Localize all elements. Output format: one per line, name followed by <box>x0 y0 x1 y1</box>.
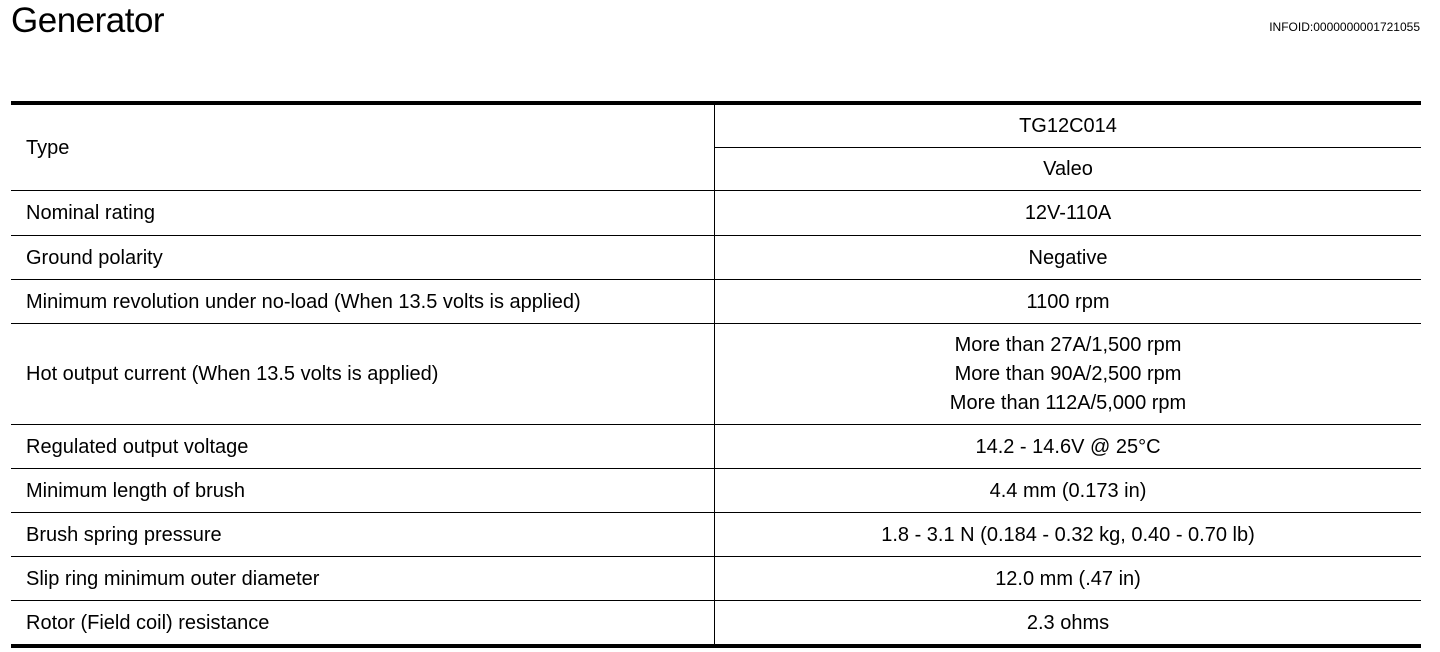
type-value-maker: Valeo <box>715 148 1422 191</box>
row-label: Slip ring minimum outer diameter <box>11 557 715 601</box>
row-label: Regulated output voltage <box>11 425 715 469</box>
table-row <box>11 236 1421 280</box>
row-value-multiline <box>715 324 1422 425</box>
row-value: 2.3 ohms <box>715 601 1422 647</box>
type-value-model: TG12C014 <box>715 103 1422 148</box>
table-row <box>11 191 1421 236</box>
info-id: INFOID:0000000001721055 <box>1269 20 1420 34</box>
table-row <box>11 425 1421 469</box>
row-label-type: Type <box>11 103 715 191</box>
generator-spec-table <box>11 101 1421 648</box>
table-row <box>11 469 1421 513</box>
row-label: Ground polarity <box>11 236 715 280</box>
row-value: 1.8 - 3.1 N (0.184 - 0.32 kg, 0.40 - 0.70 lb) <box>715 513 1422 557</box>
row-value: 14.2 - 14.6V @ 25°C <box>715 425 1422 469</box>
table-row <box>11 601 1421 647</box>
row-value-line: More than 90A/2,500 rpm <box>954 362 1182 385</box>
table-row <box>11 280 1421 324</box>
row-label: Rotor (Field coil) resistance <box>11 601 715 647</box>
row-label: Brush spring pressure <box>11 513 715 557</box>
row-value: Negative <box>715 236 1422 280</box>
row-label: Nominal rating <box>11 191 715 236</box>
row-value-line: More than 112A/5,000 rpm <box>949 391 1187 414</box>
table-row <box>11 557 1421 601</box>
table-row <box>11 103 1421 148</box>
row-label: Minimum length of brush <box>11 469 715 513</box>
row-value: 4.4 mm (0.173 in) <box>715 469 1422 513</box>
table-row <box>11 513 1421 557</box>
row-value-line: More than 27A/1,500 rpm <box>954 333 1182 356</box>
page-title: Generator <box>11 1 165 40</box>
row-value: 12.0 mm (.47 in) <box>715 557 1422 601</box>
row-value: 1100 rpm <box>715 280 1422 324</box>
row-label: Hot output current (When 13.5 volts is applied) <box>11 324 715 425</box>
row-value: 12V-110A <box>715 191 1422 236</box>
row-label: Minimum revolution under no-load (When 13.5 volts is applied) <box>11 280 715 324</box>
table-row <box>11 324 1421 425</box>
